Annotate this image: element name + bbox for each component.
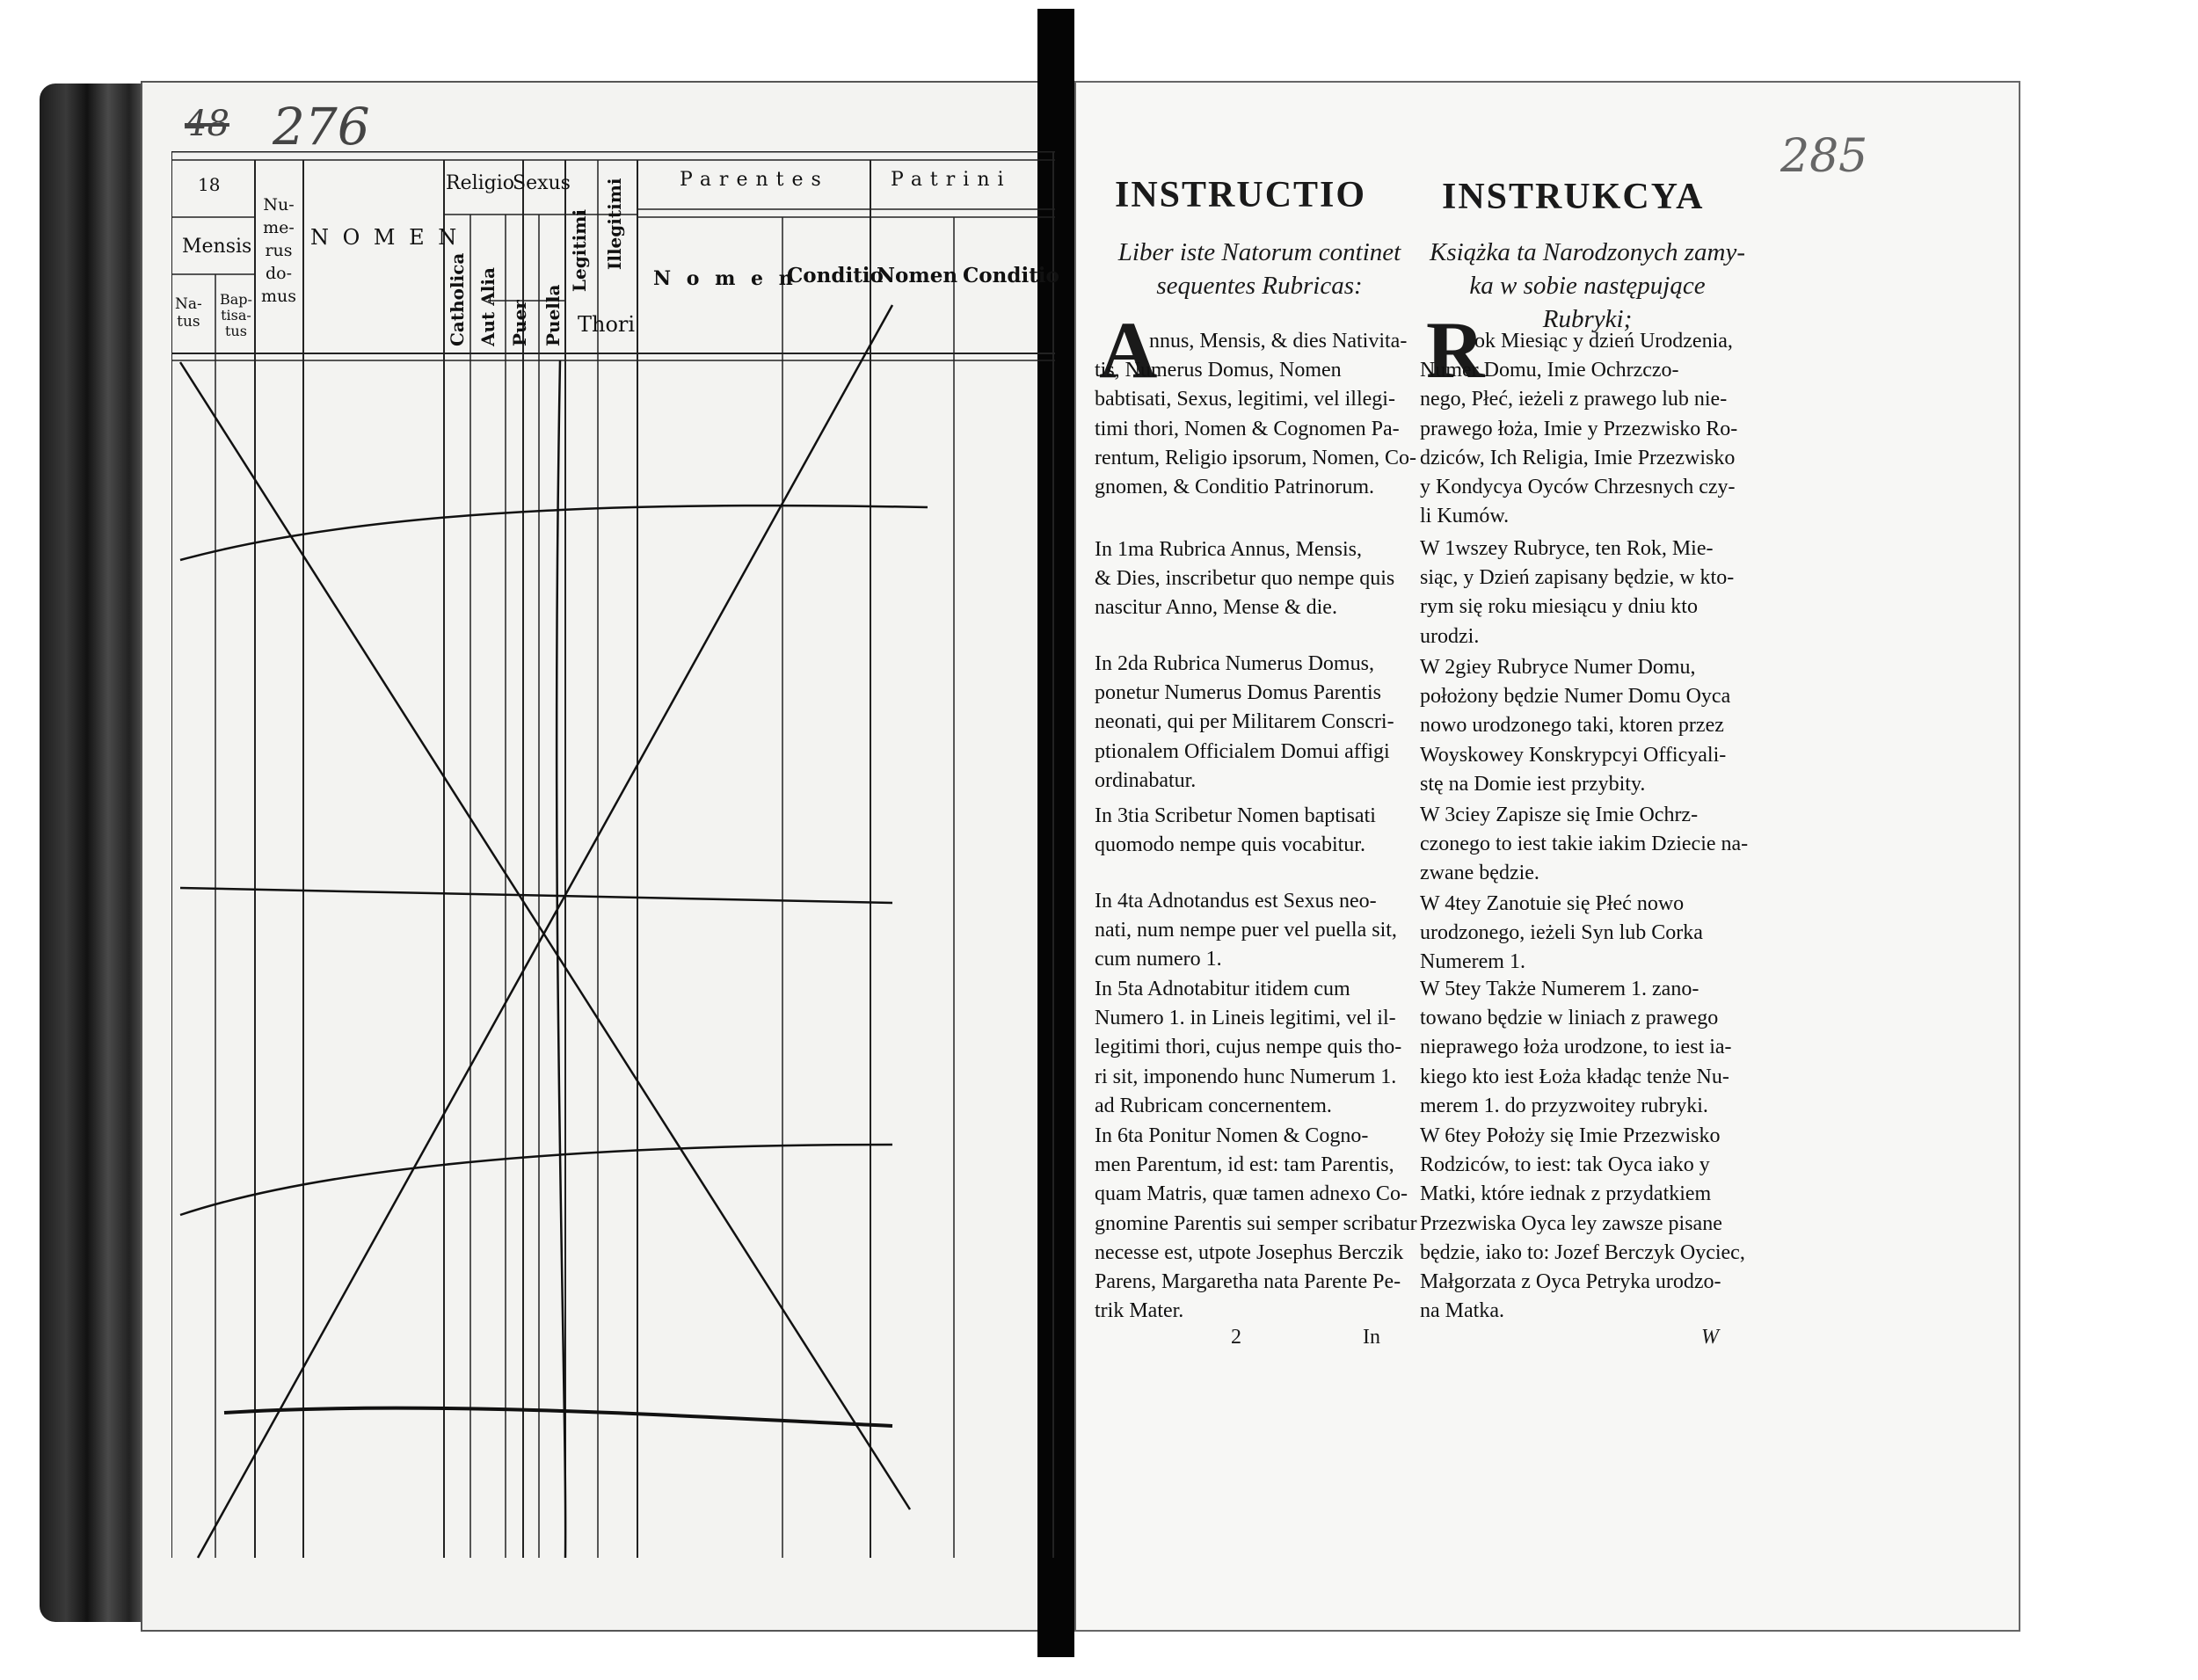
latin-paragraph-3: In 2da Rubrica Numerus Domus, ponetur Numerus Domus Parentis neonati, qui per Militarem Conscri- ptionalem Officialem Domui affigi ordinabatur. <box>1095 652 1394 792</box>
latin-paragraph-6: In 5ta Adnotabitur itidem cum Numero 1. in Lineis legitimi, vel il- legitimi thori, cujus nempe quis tho- ri sit, imponendo hunc Numerum 1. ad Rubricam concernentem. <box>1095 978 1402 1117</box>
latin-catchword: In <box>1363 1326 1380 1349</box>
patrini-conditio-header: Conditio <box>963 264 1059 287</box>
puer-header: Puer <box>509 300 530 346</box>
catholica-header: Catholica <box>447 252 468 346</box>
polish-paragraph-2: W 1wszey Rubryce, ten Rok, Mie- siąc, y Dzień zapisany będzie, w kto- rym się roku miesiącu y dniu kto urodzi. <box>1420 537 1735 648</box>
latin-title: INSTRUCTIO <box>1115 175 1367 215</box>
aut-alia-header: Aut Alia <box>477 267 499 346</box>
latin-subtitle: Liber iste Natorum continet sequentes Rubricas: <box>1117 238 1401 300</box>
illegitimi-header: Illegitimi <box>604 178 625 270</box>
patrini-nomen-header: Nomen <box>877 264 958 287</box>
birth-register-table <box>171 151 1058 1562</box>
baptisatus-header: Bap- tisa- tus <box>220 291 252 339</box>
latin-dropcap: A <box>1099 305 1158 395</box>
mensis-header: Mensis <box>182 236 252 258</box>
old-folio-number: 48 <box>185 104 229 144</box>
parentes-nomen-header: N o m e n <box>653 267 797 290</box>
numerus-domus-header: Nu- me- rus do- mus <box>261 195 297 306</box>
latin-paragraph-7: In 6ta Ponitur Nomen & Cogno- men Parentum, id est: tam Parentis, quam Matris, quæ tamen adnexo Co- gnomine Parentis sui semper scribatur necesse est, utpote Josephus Berczik Parens, Margaretha nata Parente Pe- trik Mater. <box>1095 1124 1417 1323</box>
latin-paragraph-5: In 4ta Adnotandus est Sexus neo- nati, num nempe puer vel puella sit, cum numero 1. <box>1095 890 1397 971</box>
latin-paragraph-2: In 1ma Rubrica Annus, Mensis, & Dies, inscribetur quo nempe quis nascitur Anno, Mense & die. <box>1095 538 1395 620</box>
folio-number: 276 <box>273 97 370 156</box>
thori-header: Thori <box>578 312 636 337</box>
sexus-header: Sexus <box>513 172 571 194</box>
book-edge <box>40 84 145 1622</box>
polish-paragraph-3: W 2giey Rubryce Numer Domu, położony będzie Numer Domu Oyca nowo urodzonego taki, ktoren przez Woyskowey Konskrypcyi Officyali- stę na Domie iest przybity. <box>1420 656 1731 796</box>
register-ruling <box>171 151 1058 1562</box>
parentes-header: Parentes <box>680 169 829 191</box>
polish-paragraph-1: ok Miesiąc y dzień Urodzenia, Numer Domu, Imie Ochrzczo- nego, Płeć, ieżeli z prawego lub nie- prawego łoża, Imie y Przezwisko Ro- dziców, Ich Religia, Imie Przezwisko y Kondycya Oyców Chrzesnych czy- li Kumów. <box>1420 330 1738 528</box>
polish-subtitle: Książka ta Narodzonych zamy- ka w sobie następujące Rubryki; <box>1430 238 1745 333</box>
natus-header: Na- tus <box>175 295 202 331</box>
puella-header: Puella <box>542 284 564 346</box>
polish-paragraph-5: W 4tey Zanotuie się Płeć nowo urodzonego, ieżeli Syn lub Corka Numerem 1. <box>1420 892 1703 974</box>
polish-paragraph-6: W 5tey Także Numerem 1. zano- towano będzie w liniach z prawego nieprawego łoża urodzone, to iest ia- kiego kto iest Łoża kładąc tenże Nu- merem 1. do przyzwoitey rubryki. <box>1420 978 1732 1117</box>
polish-paragraph-4: W 3ciey Zapisze się Imie Ochrz- czonego to iest takie iakim Dziecie na- zwane będzie. <box>1420 804 1749 885</box>
latin-paragraph-4: In 3tia Scribetur Nomen baptisati quomodo nempe quis vocabitur. <box>1095 804 1376 857</box>
right-folio-number: 285 <box>1780 130 1868 183</box>
parentes-conditio-header: Conditio <box>787 264 884 287</box>
legitimi-header: Legitimi <box>569 209 590 292</box>
nomen-header: N O M E N <box>310 225 461 250</box>
latin-paragraph-1: nnus, Mensis, & dies Nativita- tis, Numerus Domus, Nomen babtisati, Sexus, legitimi, vel illegi- timi thori, Nomen & Cognomen Pa- rentum, Religio ipsorum, Nomen, Co- gnomen, & Conditio Patrinorum. <box>1095 330 1416 499</box>
polish-title: INSTRUKCYA <box>1442 177 1705 217</box>
patrini-header: Patrini <box>891 169 1012 191</box>
polish-paragraph-7: W 6tey Położy się Imie Przezwisko Rodziców, to iest: tak Oyca iako y Matki, które iednak z przydatkiem Przezwiska Oyca ley zawsze pisane będzie, iako to: Jozef Berczyk Oyciec, Małgorzata z Oyca Petryka urodzo- na Matka. <box>1420 1124 1745 1323</box>
signature-mark: 2 <box>1231 1326 1241 1349</box>
polish-catchword: W <box>1701 1326 1719 1349</box>
religio-header: Religio <box>446 172 515 194</box>
year-prefix: 18 <box>198 174 221 195</box>
polish-dropcap: R <box>1426 305 1485 395</box>
